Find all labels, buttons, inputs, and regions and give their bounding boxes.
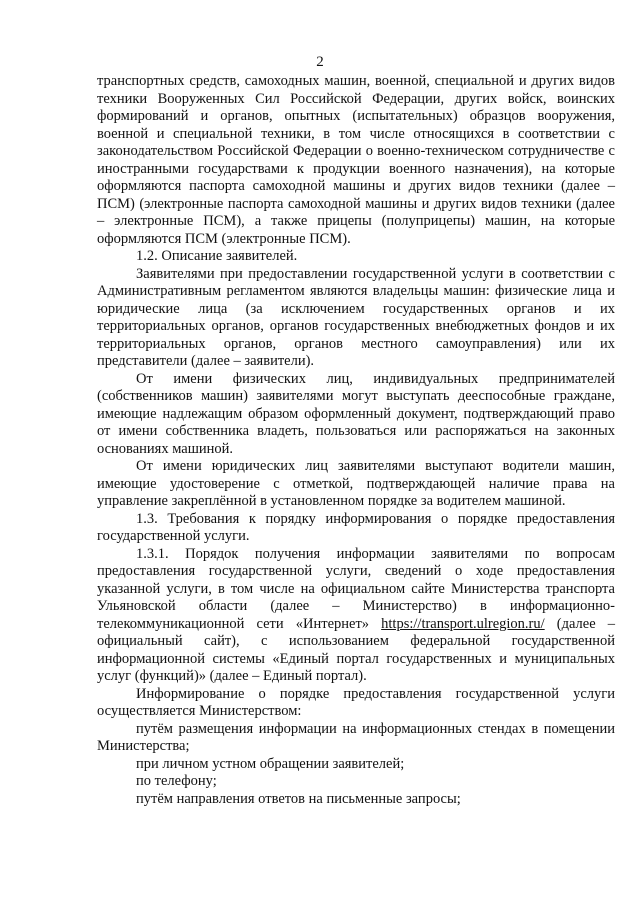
official-site-link[interactable]: https://transport.ulregion.ru/ — [381, 615, 545, 632]
paragraph-information-text-cont: (далее – официальный сайт), с использованием федеральной государственной информационной системы «Единый портал государственных и муниципальных услуг (функций)» (далее – Единый портал). — [97, 615, 616, 684]
section-heading-applicants: 1.2. Описание заявителей. — [136, 248, 298, 264]
section-heading-information: 1.3. Требования к порядку информирования о порядке предоставления государственной услуги. — [97, 510, 615, 544]
list-item-written: путём направления ответов на письменные запросы; — [136, 790, 461, 807]
paragraph-informing: Информирование о порядке предоставления государственной услуги осуществляется Министерством: — [97, 685, 615, 719]
paragraph-information-text: 1.3.1. Порядок получения информации заявителями по вопросам предоставления государственной услуги, сведений о ходе предоставления указанной услуги, в том числе на официальном сайте Министерства транспорта Ульяновской области (далее – Министерство) в информационно-телекоммуникационной сети «Интернет» — [97, 545, 615, 632]
paragraph-legal-entities: От имени юридических лиц заявителями выступают водители машин, имеющие удостоверение с отметкой, подтверждающей наличие права на управление закреплённой в установленном порядке за водителем машиной. — [97, 458, 615, 509]
list-item-personal: при личном устном обращении заявителей; — [136, 755, 405, 772]
list-item-stands: путём размещения информации на информационных стендах в помещении Министерства; — [97, 720, 615, 754]
page-number: 2 — [316, 54, 324, 70]
paragraph-individuals: От имени физических лиц, индивидуальных предпринимателей (собственников машин) заявителями могут выступать дееспособные граждане, имеющие надлежащим образом оформленный документ, подтверждающий право от имени собственника владеть, пользоваться или распоряжаться на законных основаниях машиной. — [97, 370, 615, 457]
paragraph-information-procedure — [97, 546, 615, 686]
paragraph-vehicle-types: транспортных средств, самоходных машин, военной, специальной и других видов техники Вооруженных Сил Российской Федерации, других войск, воинских формирований и органов, опытных (испытательных) образцов вооружения, военной и специальной техники, в том числе относящихся в соответствии с законодательством Российской Федерации о военно-техническом сотрудничестве с иностранными государствами к продукции военного назначения), на которые оформляются паспорта самоходной машины и других видов техники (далее – ПСМ) (электронные паспорта самоходной машины и других видов техники (далее – электронные ПСМ), а также прицепы (полуприцепы) машин, на которые оформляются ПСМ (электронные ПСМ). — [97, 73, 615, 247]
paragraph-applicants: Заявителями при предоставлении государственной услуги в соответствии с Административным регламентом являются владельцы машин: физические лица и юридические лица (за исключением государственных органов и их территориальных органов, органов государственных внебюджетных фондов и их территориальных органов, органов местного самоуправления) или их представители (далее – заявители). — [97, 265, 615, 369]
list-item-phone: по телефону; — [136, 773, 217, 789]
document-body — [97, 73, 615, 808]
